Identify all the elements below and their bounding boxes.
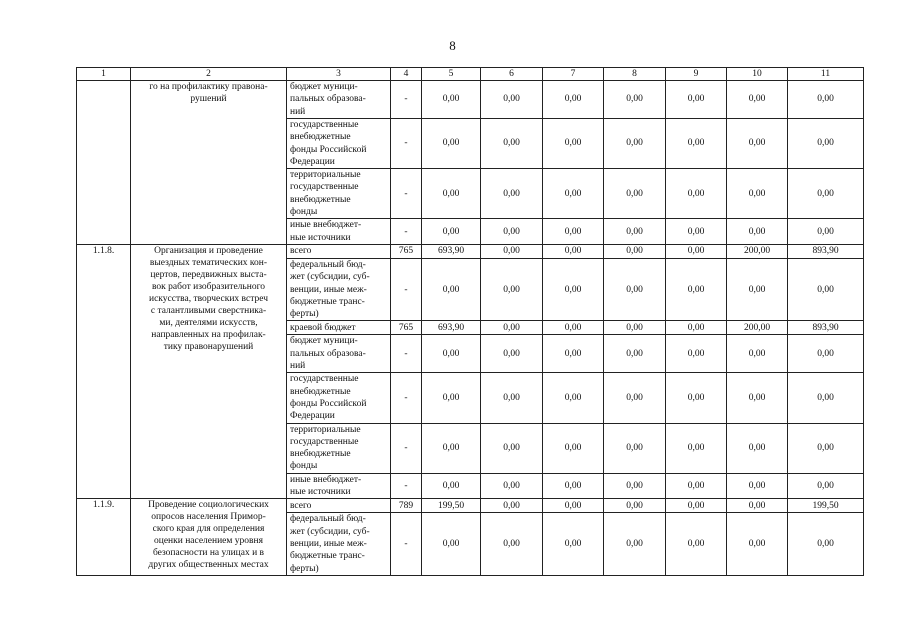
amount-cell: 0,00: [481, 119, 543, 169]
amount-cell: 0,00: [604, 244, 666, 258]
amount-cell: 0,00: [604, 169, 666, 219]
gov-code: -: [391, 513, 422, 575]
amount-cell: 0,00: [666, 513, 727, 575]
col-header: 9: [666, 68, 727, 81]
total-cell: 0,00: [788, 423, 864, 473]
amount-cell: 0,00: [604, 219, 666, 245]
col-header: 10: [727, 68, 788, 81]
amount-cell: 0,00: [422, 423, 481, 473]
amount-cell: 0,00: [481, 423, 543, 473]
amount-cell: 0,00: [543, 119, 604, 169]
amount-cell: 0,00: [604, 499, 666, 513]
amount-cell: 0,00: [543, 373, 604, 423]
total-cell: 893,90: [788, 244, 864, 258]
amount-cell: 0,00: [727, 423, 788, 473]
amount-cell: 0,00: [727, 119, 788, 169]
amount-cell: 0,00: [543, 473, 604, 499]
total-cell: 893,90: [788, 321, 864, 335]
amount-cell: 0,00: [543, 258, 604, 320]
total-cell: 0,00: [788, 335, 864, 373]
amount-cell: 0,00: [666, 373, 727, 423]
amount-cell: 0,00: [543, 423, 604, 473]
amount-cell: 0,00: [666, 335, 727, 373]
item-total-row: [77, 499, 864, 513]
amount-cell: 0,00: [481, 258, 543, 320]
item-number: [77, 81, 131, 245]
col-header: 2: [131, 68, 287, 81]
amount-cell: 0,00: [481, 321, 543, 335]
total-cell: 0,00: [788, 119, 864, 169]
amount-cell: 0,00: [543, 169, 604, 219]
amount-cell: 0,00: [422, 119, 481, 169]
amount-cell: 0,00: [543, 219, 604, 245]
total-cell: 0,00: [788, 169, 864, 219]
col-header: 8: [604, 68, 666, 81]
amount-cell: 0,00: [666, 169, 727, 219]
amount-cell: 0,00: [727, 81, 788, 119]
amount-cell: 693,90: [422, 244, 481, 258]
amount-cell: 0,00: [666, 81, 727, 119]
gov-code: 765: [391, 244, 422, 258]
amount-cell: 0,00: [422, 219, 481, 245]
amount-cell: 0,00: [604, 258, 666, 320]
total-cell: 0,00: [788, 258, 864, 320]
amount-cell: 0,00: [543, 499, 604, 513]
gov-code: -: [391, 119, 422, 169]
item-number: 1.1.8.: [77, 244, 131, 498]
col-header: 5: [422, 68, 481, 81]
amount-cell: 0,00: [666, 244, 727, 258]
amount-cell: 0,00: [481, 244, 543, 258]
amount-cell: 0,00: [604, 119, 666, 169]
amount-cell: 0,00: [727, 499, 788, 513]
col-header: 7: [543, 68, 604, 81]
col-header: 6: [481, 68, 543, 81]
amount-cell: 0,00: [481, 81, 543, 119]
amount-cell: 0,00: [727, 335, 788, 373]
item-name: го на профилактику правона- рушений: [131, 81, 287, 245]
item-total-row: [77, 244, 864, 258]
amount-cell: 0,00: [481, 169, 543, 219]
gov-code: 789: [391, 499, 422, 513]
budget-table: [76, 67, 864, 576]
amount-cell: 0,00: [481, 513, 543, 575]
gov-code: -: [391, 473, 422, 499]
item-number: 1.1.9.: [77, 499, 131, 575]
amount-cell: 200,00: [727, 321, 788, 335]
amount-cell: 0,00: [604, 373, 666, 423]
amount-cell: 0,00: [481, 499, 543, 513]
gov-code: -: [391, 169, 422, 219]
amount-cell: 0,00: [727, 513, 788, 575]
amount-cell: 0,00: [422, 473, 481, 499]
col-header: 3: [287, 68, 391, 81]
funding-source: бюджет муници- пальных образова- ний: [287, 81, 391, 119]
gov-code: -: [391, 219, 422, 245]
col-header: 4: [391, 68, 422, 81]
amount-cell: 693,90: [422, 321, 481, 335]
total-cell: 0,00: [788, 81, 864, 119]
funding-source: иные внебюджет- ные источники: [287, 473, 391, 499]
funding-source: всего: [287, 499, 391, 513]
amount-cell: 0,00: [604, 473, 666, 499]
amount-cell: 0,00: [543, 335, 604, 373]
total-cell: 0,00: [788, 473, 864, 499]
amount-cell: 0,00: [422, 335, 481, 373]
col-header: 1: [77, 68, 131, 81]
amount-cell: 0,00: [481, 373, 543, 423]
amount-cell: 200,00: [727, 244, 788, 258]
amount-cell: 0,00: [666, 258, 727, 320]
item-name: Организация и проведение выездных тематических кон- цертов, передвижных выста- вок работ изобразительного искусства, творческих встреч с талантливыми сверстника- ми, деятелями искусств, направленных на профилак- тику правонарушений: [131, 244, 287, 498]
funding-source: государственные внебюджетные фонды Российской Федерации: [287, 373, 391, 423]
amount-cell: 0,00: [543, 513, 604, 575]
amount-cell: 0,00: [727, 219, 788, 245]
funding-source: бюджет муници- пальных образова- ний: [287, 335, 391, 373]
funding-source: государственные внебюджетные фонды Российской Федерации: [287, 119, 391, 169]
amount-cell: 0,00: [481, 335, 543, 373]
amount-cell: 0,00: [666, 499, 727, 513]
funding-source: федеральный бюд- жет (субсидии, суб- венции, иные меж- бюджетные транс- ферты): [287, 258, 391, 320]
amount-cell: 0,00: [666, 119, 727, 169]
amount-cell: 0,00: [543, 321, 604, 335]
funding-source: краевой бюджет: [287, 321, 391, 335]
amount-cell: 0,00: [604, 513, 666, 575]
gov-code: -: [391, 81, 422, 119]
header-row: [77, 68, 864, 81]
page-number: 8: [449, 38, 456, 53]
amount-cell: 199,50: [422, 499, 481, 513]
amount-cell: 0,00: [422, 373, 481, 423]
funding-source: федеральный бюд- жет (субсидии, суб- венции, иные меж- бюджетные транс- ферты): [287, 513, 391, 575]
amount-cell: 0,00: [604, 335, 666, 373]
gov-code: -: [391, 335, 422, 373]
amount-cell: 0,00: [666, 321, 727, 335]
amount-cell: 0,00: [481, 473, 543, 499]
item-name: Проведение социологических опросов населения Примор- ского края для определения оценки населением уровня безопасности на улицах и в других общественных местах: [131, 499, 287, 575]
amount-cell: 0,00: [422, 81, 481, 119]
amount-cell: 0,00: [604, 81, 666, 119]
amount-cell: 0,00: [422, 513, 481, 575]
amount-cell: 0,00: [543, 244, 604, 258]
total-cell: 199,50: [788, 499, 864, 513]
funding-source: всего: [287, 244, 391, 258]
amount-cell: 0,00: [543, 81, 604, 119]
gov-code: -: [391, 373, 422, 423]
gov-code: -: [391, 423, 422, 473]
total-cell: 0,00: [788, 219, 864, 245]
amount-cell: 0,00: [727, 473, 788, 499]
amount-cell: 0,00: [727, 258, 788, 320]
amount-cell: 0,00: [422, 258, 481, 320]
amount-cell: 0,00: [727, 169, 788, 219]
amount-cell: 0,00: [481, 219, 543, 245]
funding-source: территориальные государственные внебюджетные фонды: [287, 423, 391, 473]
col-header: 11: [788, 68, 864, 81]
amount-cell: 0,00: [727, 373, 788, 423]
amount-cell: 0,00: [604, 321, 666, 335]
amount-cell: 0,00: [604, 423, 666, 473]
amount-cell: 0,00: [422, 169, 481, 219]
amount-cell: 0,00: [666, 219, 727, 245]
funding-source: территориальные государственные внебюджетные фонды: [287, 169, 391, 219]
gov-code: 765: [391, 321, 422, 335]
amount-cell: 0,00: [666, 423, 727, 473]
source-row: [77, 81, 864, 119]
amount-cell: 0,00: [666, 473, 727, 499]
total-cell: 0,00: [788, 513, 864, 575]
gov-code: -: [391, 258, 422, 320]
funding-source: иные внебюджет- ные источники: [287, 219, 391, 245]
total-cell: 0,00: [788, 373, 864, 423]
